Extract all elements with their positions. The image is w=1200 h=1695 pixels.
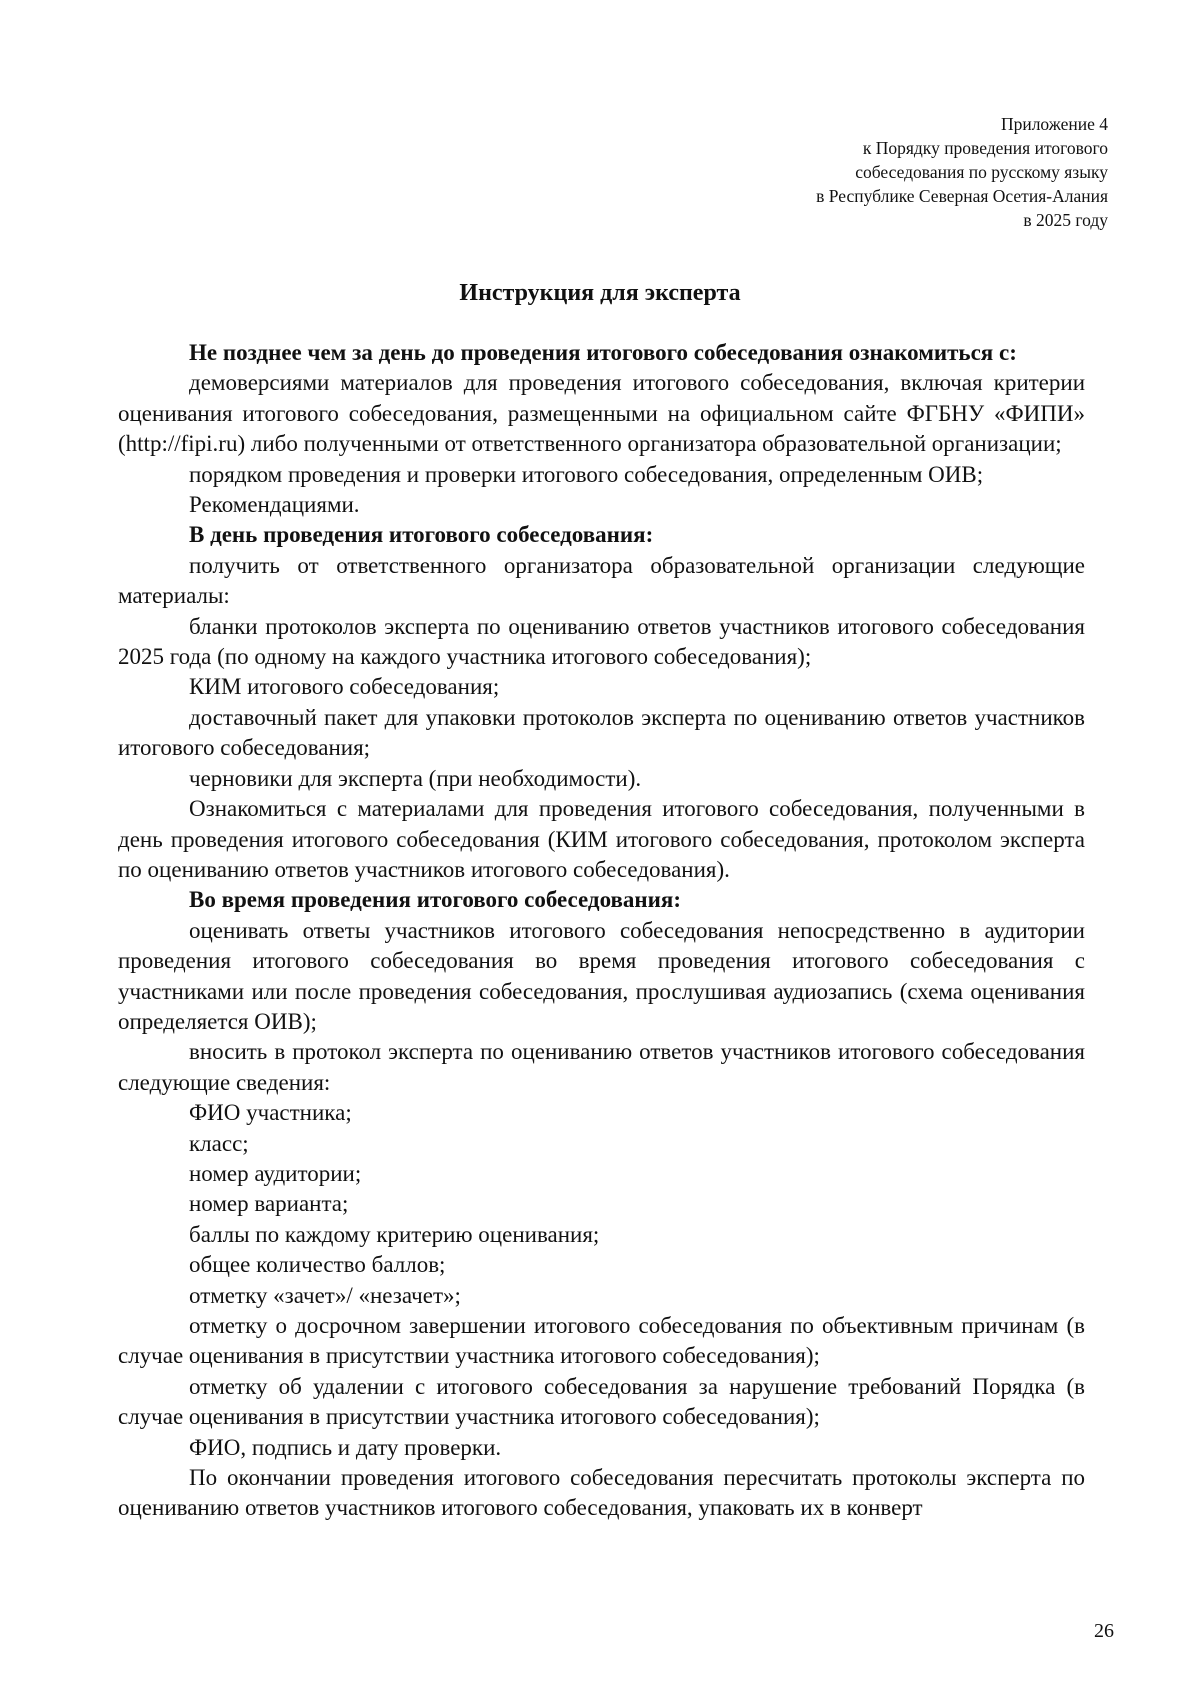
paragraph: получить от ответственного организатора образовательной организации следующие материалы: — [118, 552, 1085, 609]
document-body — [118, 338, 1085, 1524]
paragraph: порядком проведения и проверки итогового собеседования, определенным ОИВ; — [189, 461, 984, 487]
paragraph: оценивать ответы участников итогового собеседования непосредственно в аудитории проведения итогового собеседования во время проведения итогового собеседования с участниками или после проведения собеседования, прослушивая аудиозапись (схема оценивания определяется ОИВ); — [118, 917, 1085, 1034]
paragraph: ФИО, подпись и дату проверки. — [189, 1434, 502, 1460]
page-number: 26 — [1094, 1620, 1114, 1642]
paragraph: черновики для эксперта (при необходимости). — [189, 765, 642, 791]
paragraph: По окончании проведения итогового собеседования пересчитать протоколы эксперта по оцениванию ответов участников итогового собеседования, упаковать их в конверт — [118, 1465, 1085, 1521]
list-item: ФИО участника; — [189, 1100, 352, 1126]
list-item: отметку «зачет»/ «незачет»; — [189, 1282, 461, 1308]
paragraph: Рекомендациями. — [189, 492, 360, 518]
list-item: номер аудитории; — [189, 1160, 362, 1186]
section-heading: Во время проведения итогового собеседования: — [189, 887, 682, 913]
paragraph: доставочный пакет для упаковки протоколов эксперта по оцениванию ответов участников итогового собеседования; — [118, 704, 1085, 761]
paragraph: вносить в протокол эксперта по оцениванию ответов участников итогового собеседования следующие сведения: — [118, 1039, 1085, 1095]
annex-header — [816, 112, 1108, 232]
section-heading: Не позднее чем за день до проведения итогового собеседования ознакомиться с: — [189, 340, 1017, 365]
annex-line: в 2025 году — [1023, 210, 1108, 230]
paragraph: отметку о досрочном завершении итогового собеседования по объективным причинам (в случае оценивания в присутствии участника итогового собеседования); — [118, 1313, 1085, 1369]
annex-line: Приложение 4 — [1000, 114, 1108, 134]
annex-line: собеседования по русскому языку — [855, 162, 1108, 182]
paragraph: Ознакомиться с материалами для проведения итогового собеседования, полученными в день проведения итогового собеседования (КИМ итогового собеседования, протоколом эксперта по оцениванию ответов участников итогового собеседования). — [118, 796, 1085, 882]
annex-line: к Порядку проведения итогового — [862, 138, 1108, 158]
annex-line: в Республике Северная Осетия-Алания — [816, 186, 1108, 206]
paragraph: отметку об удалении с итогового собеседования за нарушение требований Порядка (в случае оценивания в присутствии участника итогового собеседования); — [118, 1373, 1085, 1430]
list-item: баллы по каждому критерию оценивания; — [189, 1221, 600, 1247]
document-title: Инструкция для эксперта — [459, 280, 741, 306]
list-item: номер варианта; — [189, 1191, 349, 1217]
list-item: класс; — [189, 1130, 249, 1156]
list-item: общее количество баллов; — [189, 1252, 446, 1278]
paragraph: КИМ итогового собеседования; — [189, 674, 500, 700]
paragraph: бланки протоколов эксперта по оцениванию ответов участников итогового собеседования 2025 года (по одному на каждого участника итогового собеседования); — [118, 613, 1085, 670]
section-heading: В день проведения итогового собеседования: — [189, 522, 654, 548]
paragraph: демоверсиями материалов для проведения итогового собеседования, включая критерии оценивания итогового собеседования, размещенными на официальном сайте ФГБНУ «ФИПИ» (http://fipi.ru) либо полученными от ответственного организатора образовательной организации; — [118, 370, 1085, 457]
